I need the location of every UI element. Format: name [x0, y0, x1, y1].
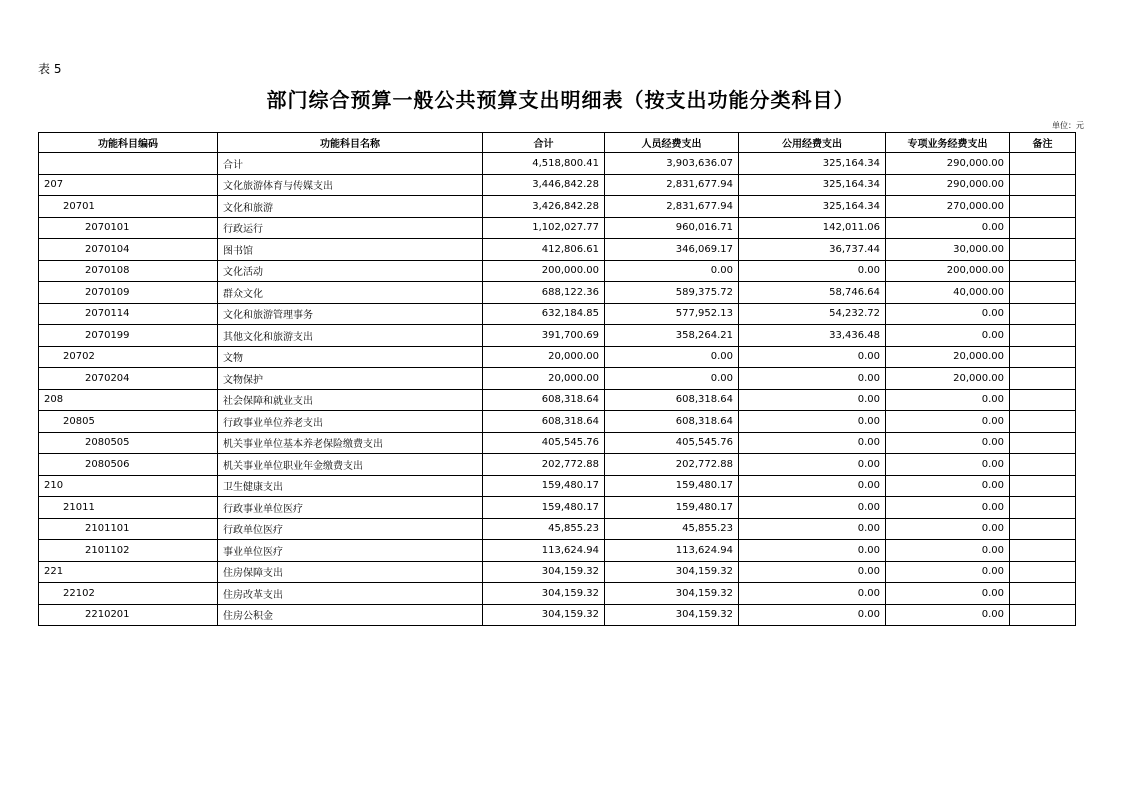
cell-remarks — [1010, 389, 1076, 411]
cell-personnel: 159,480.17 — [605, 497, 739, 519]
table-body — [39, 153, 1076, 626]
table-row — [39, 540, 1076, 562]
cell-total: 202,772.88 — [483, 454, 605, 476]
cell-code: 210 — [39, 475, 218, 497]
cell-public: 0.00 — [739, 432, 886, 454]
cell-name: 行政事业单位医疗 — [218, 497, 483, 519]
cell-code: 2070199 — [39, 325, 218, 347]
cell-special: 0.00 — [886, 389, 1010, 411]
cell-public: 0.00 — [739, 561, 886, 583]
cell-name: 机关事业单位基本养老保险缴费支出 — [218, 432, 483, 454]
cell-total: 405,545.76 — [483, 432, 605, 454]
cell-special: 0.00 — [886, 303, 1010, 325]
cell-public: 58,746.64 — [739, 282, 886, 304]
cell-public: 0.00 — [739, 497, 886, 519]
cell-code: 2070109 — [39, 282, 218, 304]
cell-code: 2070204 — [39, 368, 218, 390]
cell-remarks — [1010, 260, 1076, 282]
header-remarks: 备注 — [1010, 133, 1076, 153]
cell-name: 其他文化和旅游支出 — [218, 325, 483, 347]
cell-total: 412,806.61 — [483, 239, 605, 261]
cell-remarks — [1010, 432, 1076, 454]
table-row — [39, 346, 1076, 368]
cell-total: 1,102,027.77 — [483, 217, 605, 239]
cell-remarks — [1010, 153, 1076, 175]
unit-note: 单位：元 — [1052, 121, 1084, 130]
cell-personnel: 159,480.17 — [605, 475, 739, 497]
table-row — [39, 411, 1076, 433]
cell-special: 40,000.00 — [886, 282, 1010, 304]
cell-personnel: 346,069.17 — [605, 239, 739, 261]
cell-name: 文化旅游体育与传媒支出 — [218, 174, 483, 196]
table-row — [39, 497, 1076, 519]
cell-public: 325,164.34 — [739, 153, 886, 175]
cell-code: 20702 — [39, 346, 218, 368]
table-row — [39, 475, 1076, 497]
cell-remarks — [1010, 497, 1076, 519]
cell-personnel: 358,264.21 — [605, 325, 739, 347]
cell-personnel: 0.00 — [605, 368, 739, 390]
table-row — [39, 260, 1076, 282]
cell-total: 159,480.17 — [483, 475, 605, 497]
cell-total: 45,855.23 — [483, 518, 605, 540]
cell-personnel: 113,624.94 — [605, 540, 739, 562]
cell-total: 688,122.36 — [483, 282, 605, 304]
cell-public: 0.00 — [739, 411, 886, 433]
cell-name: 群众文化 — [218, 282, 483, 304]
cell-total: 304,159.32 — [483, 583, 605, 605]
cell-name: 住房保障支出 — [218, 561, 483, 583]
cell-code: 2070108 — [39, 260, 218, 282]
cell-special: 290,000.00 — [886, 174, 1010, 196]
cell-code: 2210201 — [39, 604, 218, 626]
cell-public: 0.00 — [739, 368, 886, 390]
cell-public: 0.00 — [739, 454, 886, 476]
cell-public: 0.00 — [739, 475, 886, 497]
cell-special: 30,000.00 — [886, 239, 1010, 261]
cell-personnel: 45,855.23 — [605, 518, 739, 540]
cell-personnel: 304,159.32 — [605, 583, 739, 605]
cell-remarks — [1010, 561, 1076, 583]
cell-public: 0.00 — [739, 346, 886, 368]
table-row — [39, 153, 1076, 175]
cell-code: 21011 — [39, 497, 218, 519]
cell-name: 机关事业单位职业年金缴费支出 — [218, 454, 483, 476]
cell-remarks — [1010, 174, 1076, 196]
cell-special: 20,000.00 — [886, 368, 1010, 390]
cell-total: 304,159.32 — [483, 604, 605, 626]
table-row — [39, 432, 1076, 454]
cell-code: 2080505 — [39, 432, 218, 454]
cell-special: 0.00 — [886, 217, 1010, 239]
cell-personnel: 2,831,677.94 — [605, 174, 739, 196]
cell-remarks — [1010, 454, 1076, 476]
cell-total: 608,318.64 — [483, 411, 605, 433]
cell-public: 36,737.44 — [739, 239, 886, 261]
cell-name: 社会保障和就业支出 — [218, 389, 483, 411]
cell-personnel: 960,016.71 — [605, 217, 739, 239]
cell-personnel: 608,318.64 — [605, 389, 739, 411]
cell-code: 2070114 — [39, 303, 218, 325]
cell-name: 事业单位医疗 — [218, 540, 483, 562]
cell-personnel: 202,772.88 — [605, 454, 739, 476]
cell-remarks — [1010, 217, 1076, 239]
cell-code: 207 — [39, 174, 218, 196]
cell-special: 0.00 — [886, 518, 1010, 540]
cell-total: 113,624.94 — [483, 540, 605, 562]
cell-name: 行政事业单位养老支出 — [218, 411, 483, 433]
cell-special: 270,000.00 — [886, 196, 1010, 218]
cell-total: 20,000.00 — [483, 368, 605, 390]
cell-code: 2070101 — [39, 217, 218, 239]
cell-remarks — [1010, 411, 1076, 433]
cell-personnel: 405,545.76 — [605, 432, 739, 454]
cell-special: 0.00 — [886, 583, 1010, 605]
cell-personnel: 2,831,677.94 — [605, 196, 739, 218]
cell-remarks — [1010, 325, 1076, 347]
cell-special: 0.00 — [886, 325, 1010, 347]
table-row — [39, 389, 1076, 411]
cell-code: 2101101 — [39, 518, 218, 540]
cell-total: 632,184.85 — [483, 303, 605, 325]
cell-name: 合计 — [218, 153, 483, 175]
cell-public: 0.00 — [739, 518, 886, 540]
cell-total: 3,426,842.28 — [483, 196, 605, 218]
cell-code — [39, 153, 218, 175]
cell-public: 0.00 — [739, 260, 886, 282]
cell-remarks — [1010, 540, 1076, 562]
cell-name: 文化活动 — [218, 260, 483, 282]
cell-name: 文化和旅游管理事务 — [218, 303, 483, 325]
cell-name: 卫生健康支出 — [218, 475, 483, 497]
cell-remarks — [1010, 239, 1076, 261]
table-row — [39, 174, 1076, 196]
cell-remarks — [1010, 346, 1076, 368]
cell-special: 20,000.00 — [886, 346, 1010, 368]
cell-remarks — [1010, 196, 1076, 218]
cell-public: 54,232.72 — [739, 303, 886, 325]
cell-code: 2101102 — [39, 540, 218, 562]
cell-name: 行政运行 — [218, 217, 483, 239]
table-row — [39, 368, 1076, 390]
table-row — [39, 303, 1076, 325]
header-personnel: 人员经费支出 — [605, 133, 739, 153]
cell-total: 159,480.17 — [483, 497, 605, 519]
table-number-label: 表 5 — [38, 62, 62, 76]
cell-total: 391,700.69 — [483, 325, 605, 347]
cell-public: 0.00 — [739, 540, 886, 562]
cell-code: 22102 — [39, 583, 218, 605]
cell-public: 0.00 — [739, 389, 886, 411]
cell-code: 20805 — [39, 411, 218, 433]
cell-public: 325,164.34 — [739, 174, 886, 196]
cell-personnel: 577,952.13 — [605, 303, 739, 325]
cell-special: 0.00 — [886, 540, 1010, 562]
table-row — [39, 196, 1076, 218]
table-row — [39, 325, 1076, 347]
table-row — [39, 518, 1076, 540]
cell-special: 200,000.00 — [886, 260, 1010, 282]
cell-public: 33,436.48 — [739, 325, 886, 347]
cell-personnel: 3,903,636.07 — [605, 153, 739, 175]
cell-public: 142,011.06 — [739, 217, 886, 239]
cell-personnel: 304,159.32 — [605, 604, 739, 626]
cell-total: 20,000.00 — [483, 346, 605, 368]
cell-remarks — [1010, 303, 1076, 325]
table-row — [39, 454, 1076, 476]
cell-special: 290,000.00 — [886, 153, 1010, 175]
cell-personnel: 0.00 — [605, 346, 739, 368]
cell-total: 200,000.00 — [483, 260, 605, 282]
table-row — [39, 217, 1076, 239]
cell-public: 0.00 — [739, 604, 886, 626]
cell-total: 304,159.32 — [483, 561, 605, 583]
cell-remarks — [1010, 604, 1076, 626]
header-special: 专项业务经费支出 — [886, 133, 1010, 153]
cell-total: 4,518,800.41 — [483, 153, 605, 175]
cell-name: 文物 — [218, 346, 483, 368]
cell-special: 0.00 — [886, 475, 1010, 497]
cell-special: 0.00 — [886, 604, 1010, 626]
table-row — [39, 561, 1076, 583]
cell-public: 0.00 — [739, 583, 886, 605]
cell-personnel: 0.00 — [605, 260, 739, 282]
cell-special: 0.00 — [886, 454, 1010, 476]
cell-special: 0.00 — [886, 411, 1010, 433]
budget-table — [38, 132, 1076, 626]
page-title: 部门综合预算一般公共预算支出明细表（按支出功能分类科目） — [266, 88, 855, 112]
cell-code: 20701 — [39, 196, 218, 218]
cell-remarks — [1010, 583, 1076, 605]
cell-remarks — [1010, 475, 1076, 497]
table-row — [39, 604, 1076, 626]
cell-special: 0.00 — [886, 497, 1010, 519]
cell-special: 0.00 — [886, 561, 1010, 583]
table-header-row — [39, 133, 1076, 153]
cell-name: 住房改革支出 — [218, 583, 483, 605]
cell-total: 608,318.64 — [483, 389, 605, 411]
cell-personnel: 304,159.32 — [605, 561, 739, 583]
cell-public: 325,164.34 — [739, 196, 886, 218]
cell-personnel: 589,375.72 — [605, 282, 739, 304]
header-public: 公用经费支出 — [739, 133, 886, 153]
cell-special: 0.00 — [886, 432, 1010, 454]
table-row — [39, 239, 1076, 261]
table-row — [39, 583, 1076, 605]
cell-total: 3,446,842.28 — [483, 174, 605, 196]
header-code: 功能科目编码 — [39, 133, 218, 153]
cell-code: 221 — [39, 561, 218, 583]
cell-name: 行政单位医疗 — [218, 518, 483, 540]
header-total: 合计 — [483, 133, 605, 153]
cell-code: 2080506 — [39, 454, 218, 476]
cell-remarks — [1010, 368, 1076, 390]
cell-code: 2070104 — [39, 239, 218, 261]
cell-personnel: 608,318.64 — [605, 411, 739, 433]
cell-name: 住房公积金 — [218, 604, 483, 626]
cell-remarks — [1010, 518, 1076, 540]
cell-name: 图书馆 — [218, 239, 483, 261]
cell-name: 文物保护 — [218, 368, 483, 390]
header-name: 功能科目名称 — [218, 133, 483, 153]
table-row — [39, 282, 1076, 304]
cell-remarks — [1010, 282, 1076, 304]
cell-name: 文化和旅游 — [218, 196, 483, 218]
cell-code: 208 — [39, 389, 218, 411]
